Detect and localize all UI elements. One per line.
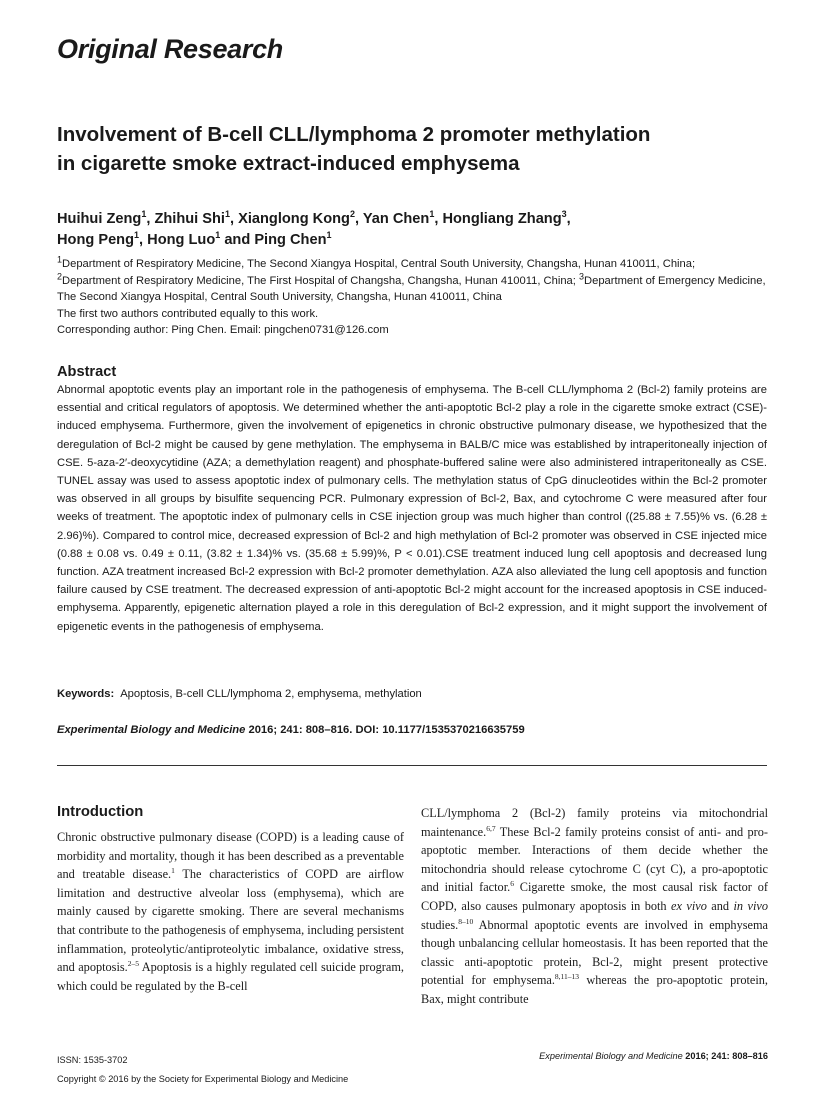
- text-run: Chronic obstructive pulmonary disease (COPD) is a leading cause of morbidity and mortality, though it has been described as a preventable and treatable disease.: [57, 830, 404, 882]
- affiliation-2: Department of Respiratory Medicine, The First Hospital of Changsha, Changsha, Hunan 410011, China;: [62, 274, 579, 287]
- footer-journal: Experimental Biology and Medicine: [539, 1051, 683, 1061]
- author-name: Yan Chen: [362, 211, 430, 227]
- author-affiliation-mark: 1: [141, 209, 147, 220]
- author-list: [57, 209, 777, 250]
- italic-term: in vivo: [733, 898, 768, 913]
- author-separator: ,: [146, 211, 155, 227]
- affiliation-block: [57, 256, 769, 306]
- footer-right: [539, 1051, 768, 1061]
- keywords-label: Keywords:: [57, 688, 115, 700]
- title-line-1: Involvement of B-cell CLL/lymphoma 2 promoter methylation: [57, 123, 651, 146]
- text-run: Apoptosis is a highly regulated cell suicide program, which could be regulated by the B-cell: [57, 960, 404, 993]
- author-name: Huihui Zeng: [57, 211, 142, 227]
- affiliations: [57, 256, 769, 339]
- citation-line: [57, 724, 525, 736]
- text-run: The characteristics of COPD are airflow limitation and destructive alveolar loss (emphysema), which are mainly caused by cigarette smoking. There are several mechanisms that contribute to the pathogenesis of emphysema, including persistent inflammation, proteolytic/antiproteolytic imbalance, oxidative stress, and apoptosis.: [57, 867, 405, 975]
- introduction-column-right: [421, 804, 768, 1009]
- author-name: Hong Luo: [147, 231, 216, 248]
- author-separator: and: [220, 231, 255, 248]
- equal-contribution-note: The first two authors contributed equally to this work.: [57, 307, 319, 320]
- footer-issn: ISSN: 1535-3702: [57, 1055, 128, 1065]
- author-affiliation-mark: 3: [561, 209, 567, 220]
- title-line-2: in cigarette smoke extract-induced emphysema: [57, 152, 520, 175]
- author-separator: ,: [139, 231, 148, 248]
- footer-citation: 2016; 241: 808–816: [682, 1051, 768, 1061]
- text-run: whereas the pro-apoptotic protein, Bax, might contribute: [421, 973, 768, 1006]
- affiliation-mark: 1: [57, 254, 63, 265]
- abstract-text: Abnormal apoptotic events play an important role in the pathogenesis of emphysema. The B-cell CLL/lymphoma 2 (Bcl-2) family proteins are essential and critical regulators of apoptosis. We determined whether the anti-apoptotic Bcl-2 play a role in the cigarette smoke extract (CSE)-induced emphysema. Furthermore, given the involvement of epigenetics in chronic obstructive pulmonary disease, we hypothesized that the deregulation of Bcl-2 might be caused by gene methylation. The emphysema in BALB/C mice was established by intraperitoneally injection of CSE. 5-aza-2′-deoxycytidine (AZA; a demethylation reagent) and phosphate-buffered saline were also administered intraperitoneally as CSE. TUNEL assay was used to assess apoptotic index of pulmonary cells. The methylation status of CpG dinucleotides within the Bcl-2 promoter was observed in all groups by bisulfite sequencing PCR. Pulmonary expression of Bcl-2, Bax, and cytochrome C were measured after four weeks of treatment. The apoptotic index of pulmonary cells in CSE injection group was much higher than control ((25.88 ± 7.55)% vs. (6.28 ± 2.96)%). Compared to control mice, decreased expression of Bcl-2 and high methylation of Bcl-2 promoter was observed in CSE injected mice (0.88 ± 0.08 vs. 0.49 ± 0.11, (3.82 ± 1.34)% vs. (35.68 ± 5.99)%, P < 0.01).CSE treatment induced lung cell apoptosis and decreased lung function. AZA treatment increased Bcl-2 expression with Bcl-2 promoter demethylation. AZA also alleviated the lung cell apoptosis and function failure caused by CSE treatment. The decreased expression of anti-apoptotic Bcl-2 might account for the increased apoptosis in CSE induced-emphysema. Apparently, epigenetic alternation played a role in this deregulation of Bcl-2 expression, and it might support the involvement of epigenetic events in the pathogenesis of emphysema.: [57, 384, 767, 633]
- citation-ref: 8,11–13: [554, 972, 580, 982]
- footer-left: [57, 1051, 348, 1088]
- citation-ref: 1: [171, 866, 175, 876]
- italic-term: ex vivo: [671, 898, 707, 913]
- author-separator: ,: [566, 211, 571, 227]
- keywords-text: Apoptosis, B-cell CLL/lymphoma 2, emphysema, methylation: [120, 688, 422, 700]
- introduction-column-left: [57, 828, 404, 995]
- author-name: Hong Peng: [57, 231, 135, 248]
- author-affiliation-mark: 1: [134, 229, 140, 240]
- author-name: Hongliang Zhang: [442, 211, 562, 227]
- section-label: Original Research: [57, 34, 283, 64]
- text-run: These Bcl-2 family proteins consist of anti- and pro-apoptotic member. Interactions of them decide whether the mitochondria should release cytochrome C (cyt C), a pro-apoptotic and initial factor.: [421, 824, 768, 895]
- citation-ref: 2–5: [127, 959, 139, 969]
- author-affiliation-mark: 1: [326, 229, 332, 240]
- author-affiliation-mark: 2: [349, 209, 355, 220]
- citation-ref: 6: [510, 879, 514, 889]
- footer-copyright: Copyright © 2016 by the Society for Experimental Biology and Medicine: [57, 1073, 349, 1084]
- keywords: [57, 688, 422, 700]
- citation-ref: 8–10: [458, 916, 474, 926]
- text-run: Cigarette smoke, the most causal risk factor of COPD, also causes pulmonary apoptosis in both: [421, 880, 768, 913]
- affiliation-mark: 3: [579, 270, 585, 281]
- affiliation-mark: 2: [57, 270, 63, 281]
- author-separator: ,: [434, 211, 443, 227]
- affiliation-3: Department of Emergency Medicine, The Second Xiangya Hospital, Central South University, Changsha, Hunan 410011, China: [57, 274, 766, 304]
- citation-journal: Experimental Biology and Medicine: [57, 724, 246, 736]
- author-affiliation-mark: 1: [429, 209, 435, 220]
- citation-details: 2016; 241: 808–816. DOI: 10.1177/1535370216635759: [245, 724, 525, 736]
- author-separator: ,: [354, 211, 363, 227]
- author-separator: ,: [229, 211, 239, 227]
- corresponding-author: Corresponding author: Ping Chen. Email: pingchen0731@126.com: [57, 324, 389, 337]
- abstract-heading: Abstract: [57, 364, 117, 380]
- author-name: Xianglong Kong: [238, 211, 350, 227]
- article-title: [57, 120, 777, 178]
- author-name: Ping Chen: [254, 231, 327, 248]
- author-affiliation-mark: 1: [215, 229, 221, 240]
- text-run: and: [706, 898, 734, 913]
- introduction-heading: Introduction: [57, 804, 144, 820]
- section-divider: [57, 765, 767, 766]
- author-affiliation-mark: 1: [224, 209, 230, 220]
- author-name: Zhihui Shi: [154, 211, 225, 227]
- text-run: CLL/lymphoma 2 (Bcl-2) family proteins via mitochondrial maintenance.: [421, 806, 768, 839]
- text-run: Abnormal apoptotic events are involved in emphysema though unbalancing cellular homeostasis. It has been reported that the classic anti-apoptotic protein, Bcl-2, might present protective potential for emphysema.: [421, 917, 768, 988]
- citation-ref: 6,7: [486, 823, 496, 833]
- affiliation-1: Department of Respiratory Medicine, The Second Xiangya Hospital, Central South University, Changsha, Hunan 410011, China;: [62, 258, 696, 270]
- text-run: studies.: [421, 917, 459, 932]
